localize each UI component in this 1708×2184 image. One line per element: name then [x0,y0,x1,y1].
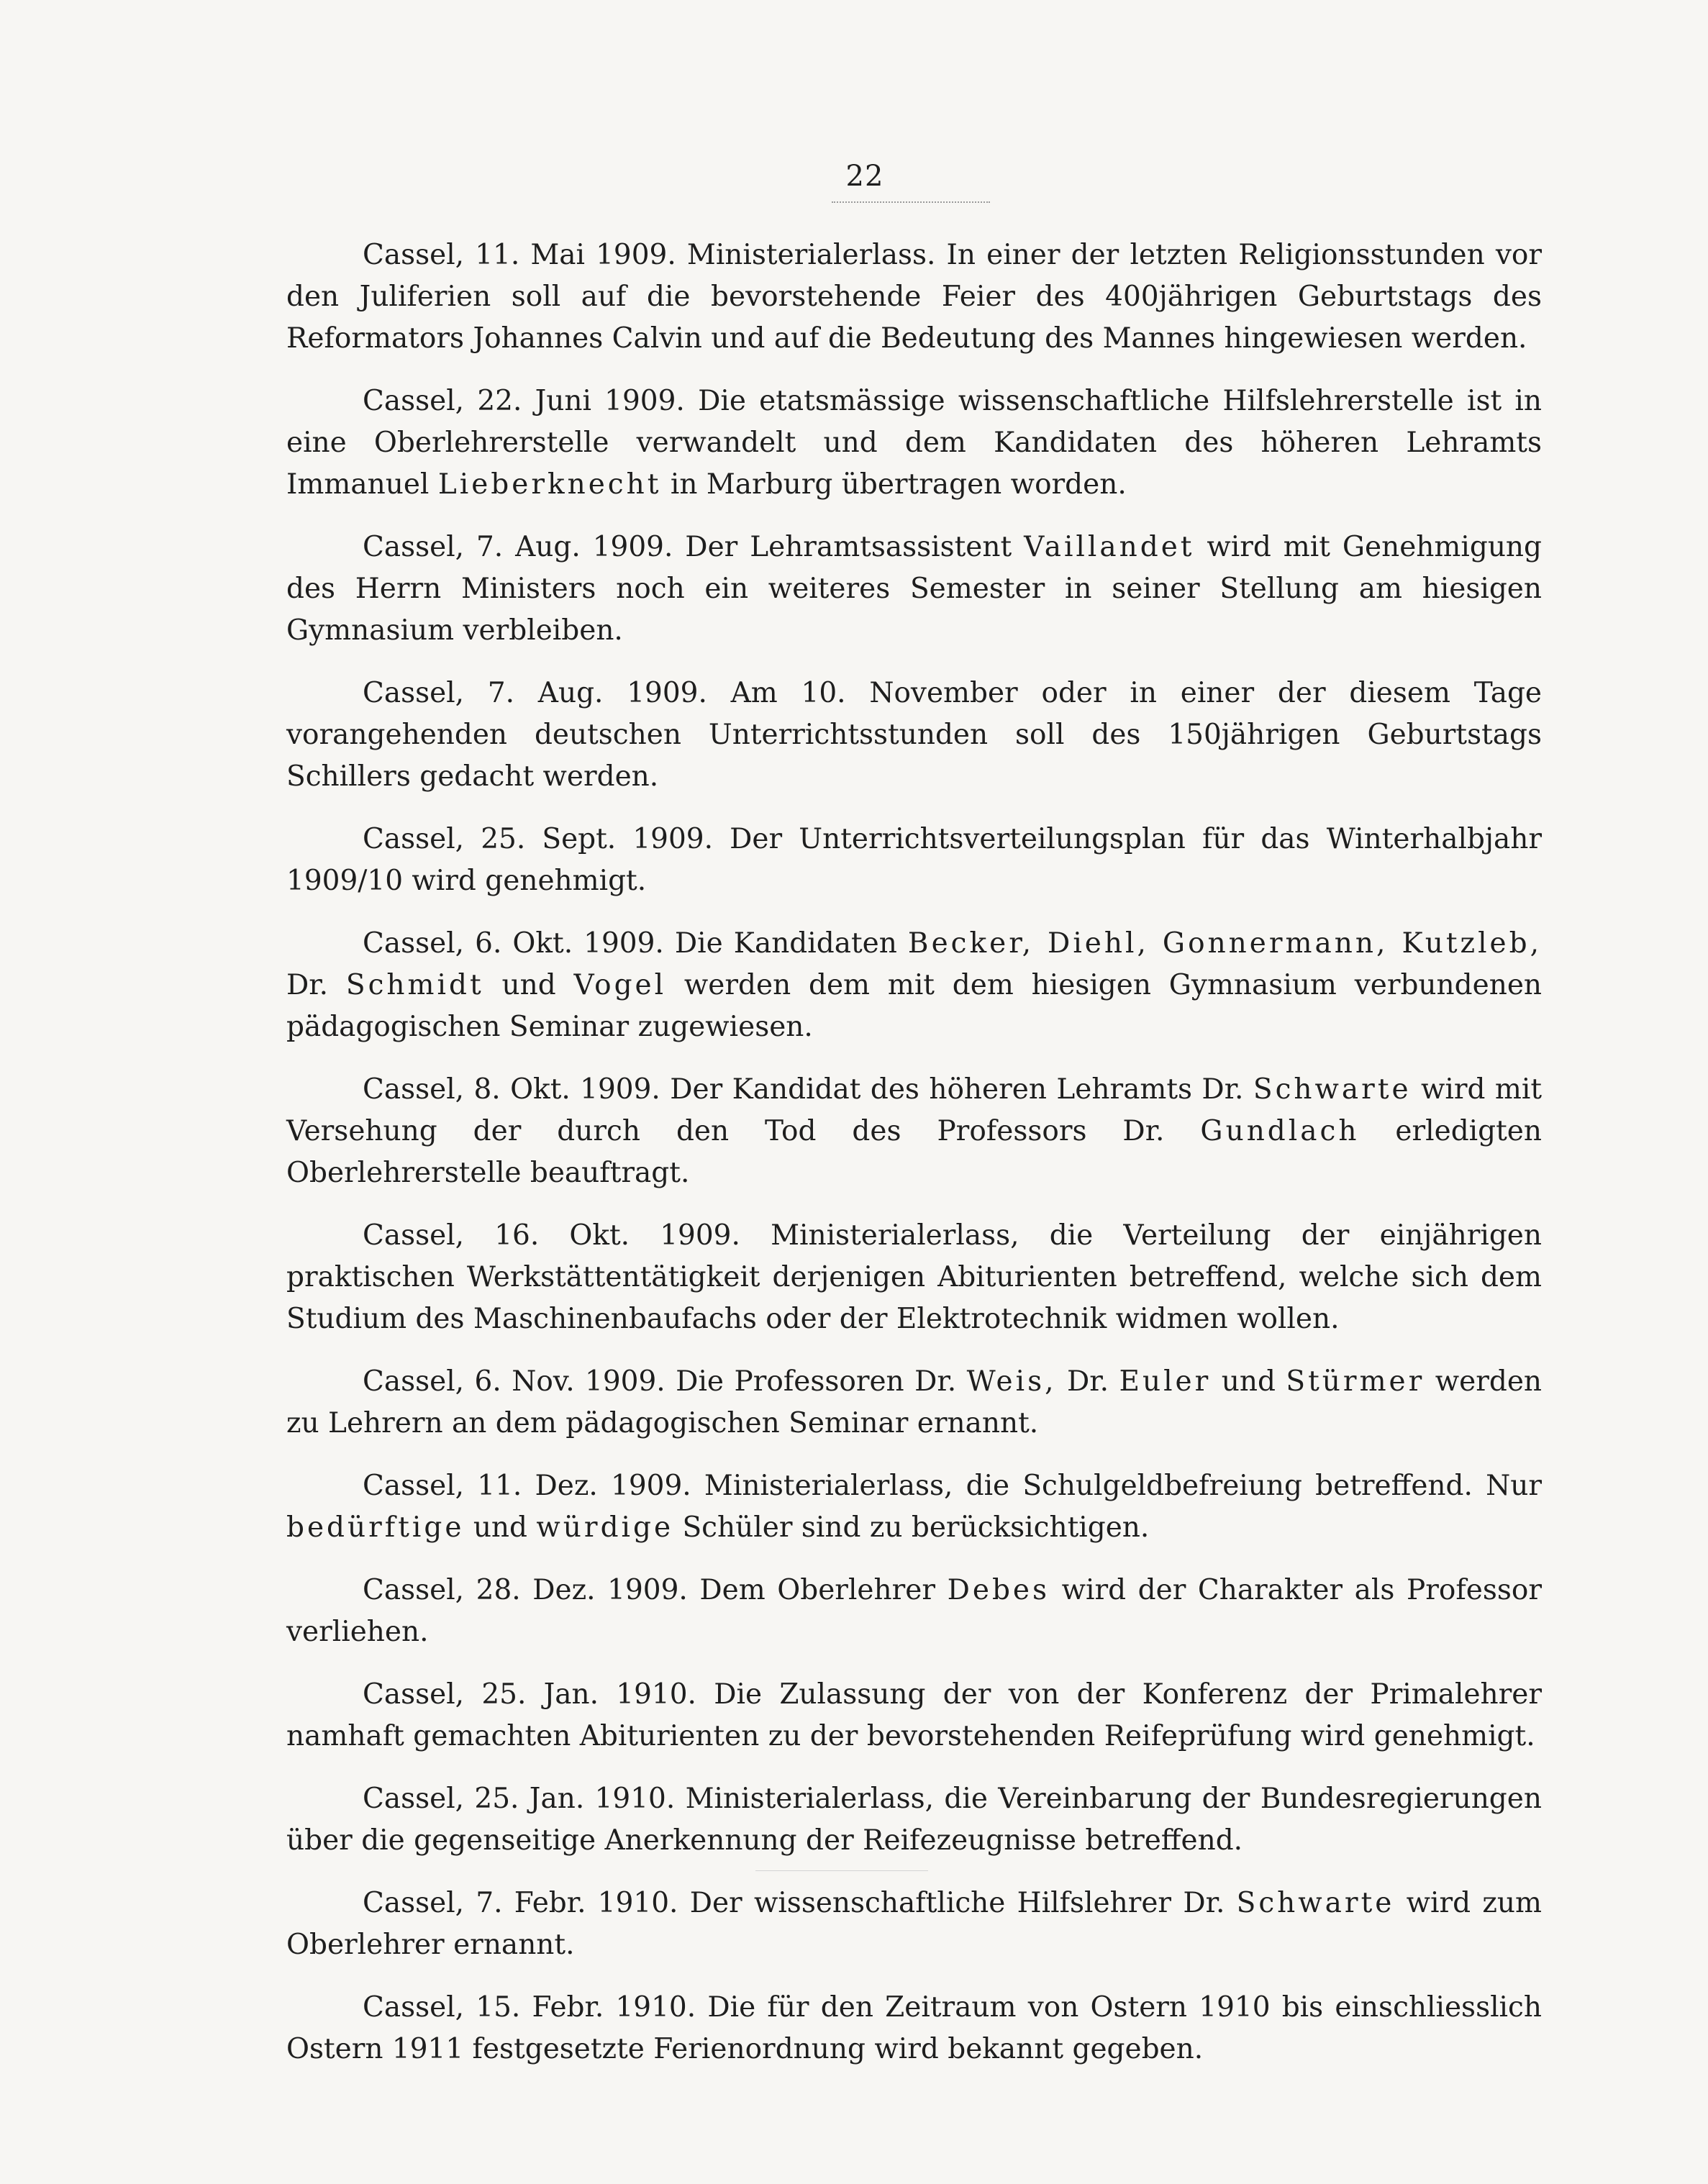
entry-text: erledigten Oberlehrerstelle beauftragt. [286,1115,1542,1189]
entry-date: Cassel, 25. Jan. 1910. [363,1783,676,1815]
entry-date: Cassel, 25. Jan. 1910. [363,1678,696,1711]
entry-text: werden zu Lehrern an dem pädagogischen Seminar ernannt. [286,1365,1543,1439]
entry-text: Die für den Zeitraum von Ostern 1910 bis einschliesslich Ostern 1911 festgesetzte Ferienordnung wird bekannt gegeben. [286,1991,1542,2065]
person-name: Euler [1119,1365,1212,1398]
entry-text: Die etatsmässige wissenschaftliche Hilfslehrerstelle ist in eine Oberlehrerstelle verwandelt und dem Kandidaten des höheren Lehramts Immanuel [286,385,1542,501]
bottom-rule [755,1870,928,1871]
chronicle-entry [286,1570,1542,1653]
chronicle-entry [286,1674,1542,1757]
entry-text: Die Zulassung der von der Konferenz der Primalehrer namhaft gemachten Abiturienten zu der bevorstehenden Reifeprüfung wird genehmigt. [286,1678,1543,1752]
entry-text: Der wissenschaftliche Hilfslehrer Dr. [689,1887,1225,1919]
entry-text: Ministerialerlass, die Vereinbarung der Bundesregierungen über die gegenseitige Anerkennung der Reifezeugnisse betreffend. [286,1783,1542,1857]
entry-text: werden dem mit dem hiesigen Gymnasium verbundenen pädagogischen Seminar zugewiesen. [286,969,1543,1043]
entry-date: Cassel, 11. Dez. 1909. [363,1470,691,1502]
entry-date: Cassel, 16. Okt. 1909. [363,1219,740,1252]
entry-text: und [473,1511,528,1544]
entry-text: Die Professoren Dr. [676,1365,957,1398]
person-name: Lieberknecht [437,468,662,501]
entry-date: Cassel, 28. Dez. 1909. [363,1574,688,1606]
chronicle-entry [286,923,1542,1048]
chronicle-entry [286,1987,1542,2070]
entry-date: Cassel, 6. Okt. 1909. [363,927,664,960]
person-name: Schmidt [345,969,484,1001]
emphasized-word: bedürftige [286,1511,465,1544]
entry-text: Die Kandidaten [674,927,897,960]
chronicle-entry [286,381,1542,506]
chronicle-entry [286,1215,1542,1340]
entry-text: wird der Charakter als Professor verliehen. [286,1574,1542,1648]
entry-text: Ministerialerlass, die Schulgeldbefreiung betreffend. Nur [704,1470,1542,1502]
emphasized-word: würdige [536,1511,674,1544]
chronicle-entry [286,819,1542,902]
entry-text: in Marburg übertragen worden. [670,468,1127,501]
entry-date: Cassel, 22. Juni 1909. [363,385,685,417]
person-name: Debes [947,1574,1050,1606]
entry-date: Cassel, 7. Aug. 1909. [363,677,707,709]
entry-date: Cassel, 6. Nov. 1909. [363,1365,666,1398]
entry-text: Ministerialerlass, die Verteilung der einjährigen praktischen Werkstättentätigkeit derjenigen Abiturienten betreffend, welche sich dem Studium des Maschinenbaufachs oder der Elektrotechnik widmen wollen. [286,1219,1542,1335]
entry-date: Cassel, 7. Aug. 1909. [363,531,673,563]
entry-text: wird zum Oberlehrer ernannt. [286,1887,1542,1961]
entry-text: Ministerialerlass. In einer der letzten Religionsstunden vor den Juliferien soll auf die bevorstehende Feier des 400jährigen Geburtstags des Reformators Johannes Calvin und auf die Bedeutung des Mannes hingewiesen werden. [286,239,1543,355]
chronicle-entry [286,1361,1542,1444]
chronicle-entry [286,673,1542,798]
person-name: Becker, Diehl, Gonnermann, Kutzleb, [907,927,1542,960]
entry-text: Dem Oberlehrer [699,1574,935,1606]
entry-text: und [1221,1365,1276,1398]
entry-text: Dr. [286,969,329,1001]
entry-date: Cassel, 15. Febr. 1910. [363,1991,696,2024]
chronicle-entry [286,1883,1542,1966]
entry-text: Schüler sind zu berücksichtigen. [682,1511,1150,1544]
person-name: Vaillandet [1024,531,1195,563]
person-name: Schwarte [1253,1073,1412,1106]
person-name: Schwarte [1236,1887,1395,1919]
entry-text: wird mit Genehmigung des Herrn Ministers noch ein weiteres Semester in seiner Stellung am hiesigen Gymnasium verbleiben. [286,531,1543,647]
page-number-rule [832,201,990,203]
entry-date: Cassel, 8. Okt. 1909. [363,1073,660,1106]
chronicle-entry [286,235,1542,360]
person-name: Stürmer [1286,1365,1425,1398]
entry-date: Cassel, 7. Febr. 1910. [363,1887,678,1919]
chronicle-entry [286,527,1542,652]
person-name: Vogel [573,969,667,1001]
chronicle-entry [286,1069,1542,1194]
chronicle-entry [286,1778,1542,1862]
entry-text: Der Unterrichtsverteilungsplan für das Winterhalbjahr 1909/10 wird genehmigt. [286,823,1542,897]
entry-text: Am 10. November oder in einer der diesem Tage vorangehenden deutschen Unterrichtsstunden soll des 150jährigen Geburtstags Schillers gedacht werden. [286,677,1542,793]
entry-text: Der Lehramtsassistent [685,531,1012,563]
chronicle-entry [286,1465,1542,1549]
page-number: 22 [845,160,884,193]
person-name: Gundlach [1200,1115,1360,1147]
entry-text: wird mit Versehung der durch den Tod des Professors Dr. [286,1073,1542,1147]
chronicle-entries [286,235,1542,2091]
entry-text: und [501,969,556,1001]
entry-date: Cassel, 11. Mai 1909. [363,239,676,271]
entry-date: Cassel, 25. Sept. 1909. [363,823,713,855]
person-name: Weis, [966,1365,1057,1398]
entry-text: Der Kandidat des höheren Lehramts Dr. [670,1073,1244,1106]
entry-text: Dr. [1066,1365,1109,1398]
